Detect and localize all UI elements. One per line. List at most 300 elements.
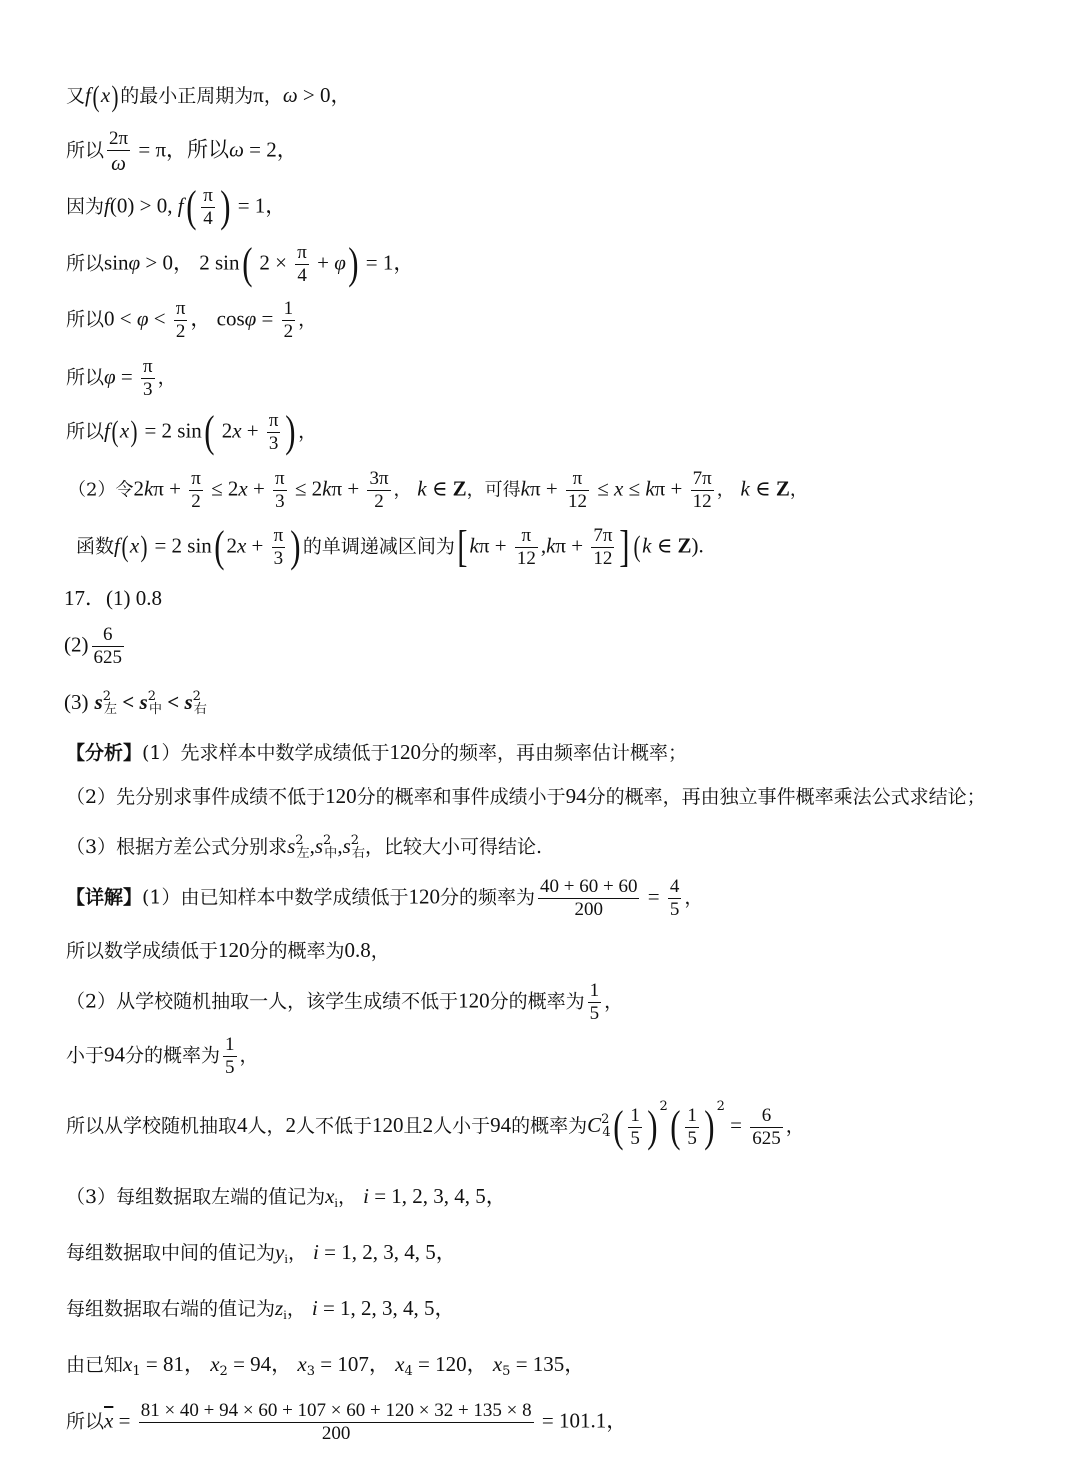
text: 所以 (66, 1410, 105, 1433)
line-8 (68, 468, 808, 513)
number: 2 (422, 1113, 434, 1137)
denominator: 5 (669, 898, 680, 920)
text: 所以 (66, 308, 105, 331)
math: s (342, 834, 351, 858)
text: ， (286, 1298, 312, 1320)
math: φ (128, 250, 141, 275)
fraction (515, 525, 538, 570)
fraction (685, 1105, 699, 1150)
text: 所以 (66, 420, 105, 443)
number: 2 (285, 1113, 297, 1137)
paren: ) (130, 415, 138, 449)
math: s (314, 834, 324, 858)
text: 分的频率，再由频率估计概率； (421, 742, 688, 764)
math: ). (691, 533, 704, 558)
denominator: 200 (574, 898, 604, 920)
sub: 左 (104, 702, 118, 717)
numerator: 40 + 60 + 60 (540, 876, 638, 897)
sup: 2 (601, 1112, 610, 1127)
math: x (613, 476, 624, 501)
math: ω (282, 83, 298, 107)
math: Z (775, 476, 790, 501)
math: i (313, 1240, 319, 1264)
sub: 1 (132, 1364, 141, 1379)
text: ， (287, 1242, 314, 1264)
math: + (311, 250, 335, 275)
math: f (114, 533, 120, 558)
text: （3）每组数据取左端的值记为 (66, 1186, 326, 1208)
math: z (275, 1296, 284, 1320)
math: π + (654, 476, 688, 501)
math: 0 < (104, 306, 137, 331)
denominator: 5 (630, 1127, 640, 1149)
text: ，可得 (466, 479, 521, 501)
math: y (275, 1240, 285, 1264)
text: 所以 (66, 252, 105, 275)
numerator: 3π (369, 468, 389, 489)
math: = 1， (232, 193, 287, 218)
mean-x: $\overline{x}$ (104, 1408, 114, 1433)
denominator: 12 (593, 547, 613, 569)
math: sin (104, 250, 129, 275)
fraction (588, 980, 602, 1025)
line-1 (66, 82, 352, 112)
text: 由已知 (66, 1354, 124, 1376)
math: 2 (226, 533, 237, 558)
sup: 2 (192, 689, 201, 704)
math: + (247, 476, 271, 501)
text: 的概率为 (511, 1115, 588, 1137)
denominator: 625 (93, 646, 122, 668)
sub: i (284, 1251, 288, 1266)
math: k (143, 476, 154, 501)
numerator: 7π (593, 525, 613, 546)
text: ， (785, 1115, 805, 1137)
sub: 中 (148, 702, 162, 717)
number: 120 (372, 1113, 404, 1137)
numerator: π (275, 468, 285, 489)
math: π + (478, 533, 512, 558)
math: = 81， (140, 1352, 211, 1376)
math: = 94， (227, 1352, 298, 1376)
math: i (311, 1296, 318, 1320)
paren: ( (633, 530, 641, 564)
line-18 (66, 980, 623, 1025)
text: (1）由已知样本中数学成绩低于 (142, 886, 409, 909)
fraction (223, 1034, 237, 1079)
bracket-left: [ (457, 522, 468, 572)
number: 120 (218, 938, 250, 962)
math: ≤ (623, 476, 646, 501)
line-16 (66, 876, 703, 921)
line-10 (64, 588, 162, 609)
line-24 (66, 1354, 585, 1378)
math: ， cos (190, 306, 245, 331)
numerator: π (515, 525, 538, 548)
numerator: 7π (692, 468, 712, 489)
math: φ (334, 250, 346, 275)
fraction (107, 128, 130, 175)
line-17 (66, 940, 390, 961)
paren-right: ) (647, 1102, 658, 1151)
math: < (148, 306, 171, 331)
numerator: 6 (92, 624, 125, 647)
denominator: 4 (297, 264, 307, 286)
sub: 5 (502, 1364, 511, 1379)
math: k (642, 533, 652, 558)
numerator: 1 (687, 1104, 697, 1126)
text: 所以 (66, 139, 105, 162)
text: ， (716, 479, 741, 501)
section-label: 【详解】 (66, 886, 143, 909)
fraction (295, 242, 309, 287)
number: 120 (325, 784, 357, 808)
math: + (246, 533, 269, 558)
paren-left: ( (185, 182, 197, 232)
paren-left: ( (213, 522, 225, 572)
text: 每组数据取中间的值记为 (66, 1242, 276, 1264)
sup: 2 (716, 1099, 725, 1114)
bracket-right: ] (619, 522, 630, 572)
text: ， (684, 886, 704, 909)
fraction (273, 468, 287, 513)
math: k (520, 476, 530, 501)
math: π + (555, 533, 589, 558)
math: k (740, 476, 750, 501)
fraction (566, 468, 589, 513)
paren-right: ) (219, 182, 231, 232)
math: 2 × (254, 250, 293, 275)
text: 分的频率为 (440, 886, 536, 909)
math: x (325, 1184, 335, 1208)
denominator: 2 (191, 490, 201, 512)
math: φ (104, 364, 116, 389)
number: 94 (104, 1042, 126, 1067)
math: x (492, 1352, 503, 1376)
math: (0) > 0, (109, 193, 178, 218)
text: ， (298, 308, 318, 331)
math: C (587, 1113, 602, 1137)
paren-right: ) (290, 522, 301, 572)
sub: 中 (324, 846, 338, 861)
line-21 (66, 1186, 507, 1209)
paren-right: ) (704, 1102, 715, 1151)
math: π (253, 83, 264, 107)
number: 4 (237, 1113, 248, 1137)
text: 所以 (66, 366, 105, 389)
line-15 (66, 834, 542, 860)
fraction (628, 1105, 642, 1150)
math: k (645, 476, 655, 501)
text: 分的概率为 (489, 990, 585, 1013)
text: ，比较大小可得结论. (365, 836, 543, 858)
math: φ (136, 306, 149, 331)
math: x (236, 533, 247, 558)
denominator: 2 (175, 320, 186, 342)
paren: ( (92, 80, 100, 113)
fraction (691, 468, 714, 513)
math: ≤ 2 (289, 476, 323, 501)
math: = (724, 1113, 748, 1137)
number: 120 (408, 884, 441, 909)
numerator: π (142, 356, 153, 377)
math: f (177, 193, 184, 218)
math: , (337, 834, 343, 858)
math: ∈ (749, 476, 776, 501)
sup: 2 (659, 1099, 668, 1114)
fraction (668, 876, 682, 921)
fraction (139, 1400, 534, 1445)
math: = 101.1， (536, 1408, 628, 1433)
numerator: 6 (750, 1105, 783, 1128)
math: k (469, 533, 479, 558)
numerator: 1 (589, 980, 600, 1001)
numerator: 81 × 40 + 94 × 60 + 107 × 60 + 120 × 32 + 135 × 8 (140, 1400, 532, 1421)
text: （2）从学校随机抽取一人，该学生成绩不低于 (66, 990, 459, 1013)
number: 94 (565, 784, 587, 808)
math: f (104, 418, 110, 443)
text: （2）先分别求事件成绩不低于 (66, 786, 326, 808)
denominator: 12 (516, 547, 536, 569)
denominator: 3 (275, 490, 285, 512)
numerator: 4 (669, 876, 680, 897)
text: 分的概率为 (125, 1044, 221, 1067)
number: 120 (458, 988, 490, 1013)
text: ， (370, 940, 390, 962)
denominator: 5 (589, 1002, 600, 1024)
denominator: 12 (567, 490, 587, 512)
denominator: 5 (687, 1127, 697, 1149)
line-3 (66, 182, 287, 232)
text: 且 (403, 1115, 423, 1137)
text: （3）根据方差公式分别求 (66, 836, 288, 858)
math: = (115, 364, 138, 389)
math: , (309, 834, 315, 858)
sub: 右 (352, 846, 366, 861)
line-7 (66, 407, 318, 457)
section-label: 【分析】 (66, 742, 143, 764)
numerator: 2π (109, 128, 129, 149)
math: = 107， (315, 1352, 396, 1376)
text: ， (263, 85, 283, 107)
numerator: π (203, 185, 213, 206)
math: φ (244, 306, 257, 331)
fraction (367, 468, 390, 513)
math: k (322, 476, 332, 501)
math: π + (529, 476, 563, 501)
math: x (297, 1352, 307, 1376)
math: = (113, 1408, 136, 1433)
math: < (117, 690, 140, 714)
text: ， (393, 479, 418, 501)
fraction (267, 410, 281, 455)
denominator: 200 (321, 1422, 351, 1444)
text: = π，所以 (133, 137, 230, 162)
math: = 120， (412, 1352, 493, 1376)
text: ， (298, 420, 318, 443)
sub: 右 (193, 702, 207, 717)
sup: 2 (323, 833, 332, 848)
text: ， (157, 366, 177, 389)
text: 分的概率和事件成绩小于 (356, 786, 566, 808)
number: 94 (490, 1113, 512, 1137)
math: + (241, 418, 264, 443)
denominator: ω (111, 150, 126, 175)
math: 2 (133, 476, 144, 501)
paren: ( (121, 530, 129, 564)
math: < (161, 690, 185, 714)
denominator: 4 (203, 207, 213, 229)
text: ， (239, 1044, 259, 1067)
math: x (238, 476, 248, 501)
line-12 (64, 690, 207, 716)
numerator: π (273, 525, 284, 546)
fraction (272, 525, 286, 570)
numerator: 1 (225, 1034, 235, 1055)
text: 每组数据取右端的值记为 (66, 1298, 276, 1320)
math: x (210, 1352, 220, 1376)
number: 0.8 (344, 938, 371, 962)
math: i (363, 1184, 369, 1208)
math: Z (452, 476, 467, 501)
numerator: 1 (630, 1104, 640, 1126)
text: 的最小正周期为 (120, 85, 254, 107)
text: 又 (66, 85, 86, 107)
line-5 (66, 298, 317, 343)
denominator: 2 (283, 320, 294, 342)
fraction (282, 298, 296, 343)
line-13 (66, 742, 687, 763)
text: 因为 (66, 195, 105, 218)
text: 人不低于 (296, 1115, 373, 1137)
math: = 2 sin (139, 418, 202, 443)
math: = 2， (243, 137, 298, 162)
math: x (395, 1352, 405, 1376)
text: 分的概率为 (249, 940, 345, 962)
sub: 4 (602, 1125, 611, 1140)
numerator: π (268, 410, 279, 431)
math: = 1， (360, 250, 415, 275)
paren-right: ) (348, 239, 359, 289)
numerator: π (297, 242, 307, 263)
fraction (174, 298, 188, 343)
denominator: 625 (752, 1127, 781, 1149)
text: 的单调递减区间为 (302, 535, 455, 558)
denominator: 3 (268, 432, 279, 454)
text: 人小于 (433, 1115, 491, 1137)
sub: 4 (404, 1364, 413, 1379)
paren: ( (111, 415, 119, 449)
paren: ) (140, 530, 148, 564)
numerator: π (175, 298, 186, 319)
fraction (591, 525, 614, 570)
text: （2）令 (68, 479, 134, 501)
math: x (119, 418, 130, 443)
fraction (201, 185, 215, 230)
sub: i (334, 1195, 339, 1210)
line-2 (66, 128, 298, 175)
denominator: 3 (273, 547, 284, 569)
denominator: 5 (225, 1056, 235, 1078)
fraction (538, 876, 639, 921)
number: 120 (389, 740, 422, 764)
denominator: 3 (143, 378, 153, 400)
fraction (141, 356, 155, 401)
text: 所以从学校随机抽取 (66, 1115, 238, 1137)
paren-left: ( (241, 239, 252, 289)
fraction (750, 1105, 783, 1150)
sup: 2 (350, 833, 360, 848)
sub: i (283, 1307, 287, 1322)
math: k (546, 533, 556, 558)
text: (1）先求样本中数学成绩低于 (142, 742, 390, 764)
paren: ) (111, 80, 119, 113)
math: = 1, 2, 3, 4, 5， (368, 1184, 507, 1208)
paren-right: ) (285, 407, 296, 457)
math: > 0， 2 sin (140, 250, 240, 275)
math: ≤ (591, 476, 614, 501)
text: ， (604, 990, 624, 1013)
math: s (287, 834, 296, 858)
line-20 (66, 1100, 805, 1149)
fraction (92, 624, 125, 669)
sub: 左 (296, 846, 310, 861)
math: π + (153, 476, 187, 501)
line-9 (76, 522, 704, 572)
text: 分的概率，再由独立事件概率乘法公式求结论； (586, 786, 986, 808)
math: f (104, 193, 110, 218)
line-14 (66, 786, 986, 807)
math: k (417, 476, 427, 501)
fraction (189, 468, 203, 513)
text: ， (338, 1186, 364, 1208)
math: Z (677, 533, 692, 558)
math: = 1, 2, 3, 4, 5， (318, 1240, 457, 1264)
text: 函数 (76, 535, 115, 558)
line-4 (66, 239, 415, 289)
math: x (123, 1352, 133, 1376)
math: x (129, 533, 140, 558)
math: ≤ 2 (205, 476, 239, 501)
math: x (100, 83, 111, 107)
math: = (642, 884, 665, 909)
line-19 (66, 1034, 259, 1079)
math: > 0， (297, 83, 352, 107)
denominator: 2 (374, 490, 384, 512)
text: 人， (247, 1115, 286, 1137)
math: x (232, 418, 242, 443)
numerator: π (566, 468, 589, 491)
math: s (139, 690, 148, 714)
math: ω (229, 137, 244, 162)
sup: 2 (102, 689, 112, 704)
line-6 (66, 356, 177, 401)
label: (2) (64, 632, 89, 657)
sub: 3 (306, 1364, 316, 1379)
denominator: 12 (692, 490, 712, 512)
math: = 2 sin (149, 533, 212, 558)
line-23 (66, 1298, 456, 1321)
text: ， (789, 479, 808, 501)
numerator: π (191, 468, 201, 489)
math: ∈ (426, 476, 453, 501)
numerator: 1 (283, 298, 294, 319)
math: π + (331, 476, 365, 501)
paren-left: ( (612, 1102, 624, 1151)
math: s (94, 690, 103, 714)
line-11 (64, 624, 127, 669)
math: f (85, 83, 91, 107)
